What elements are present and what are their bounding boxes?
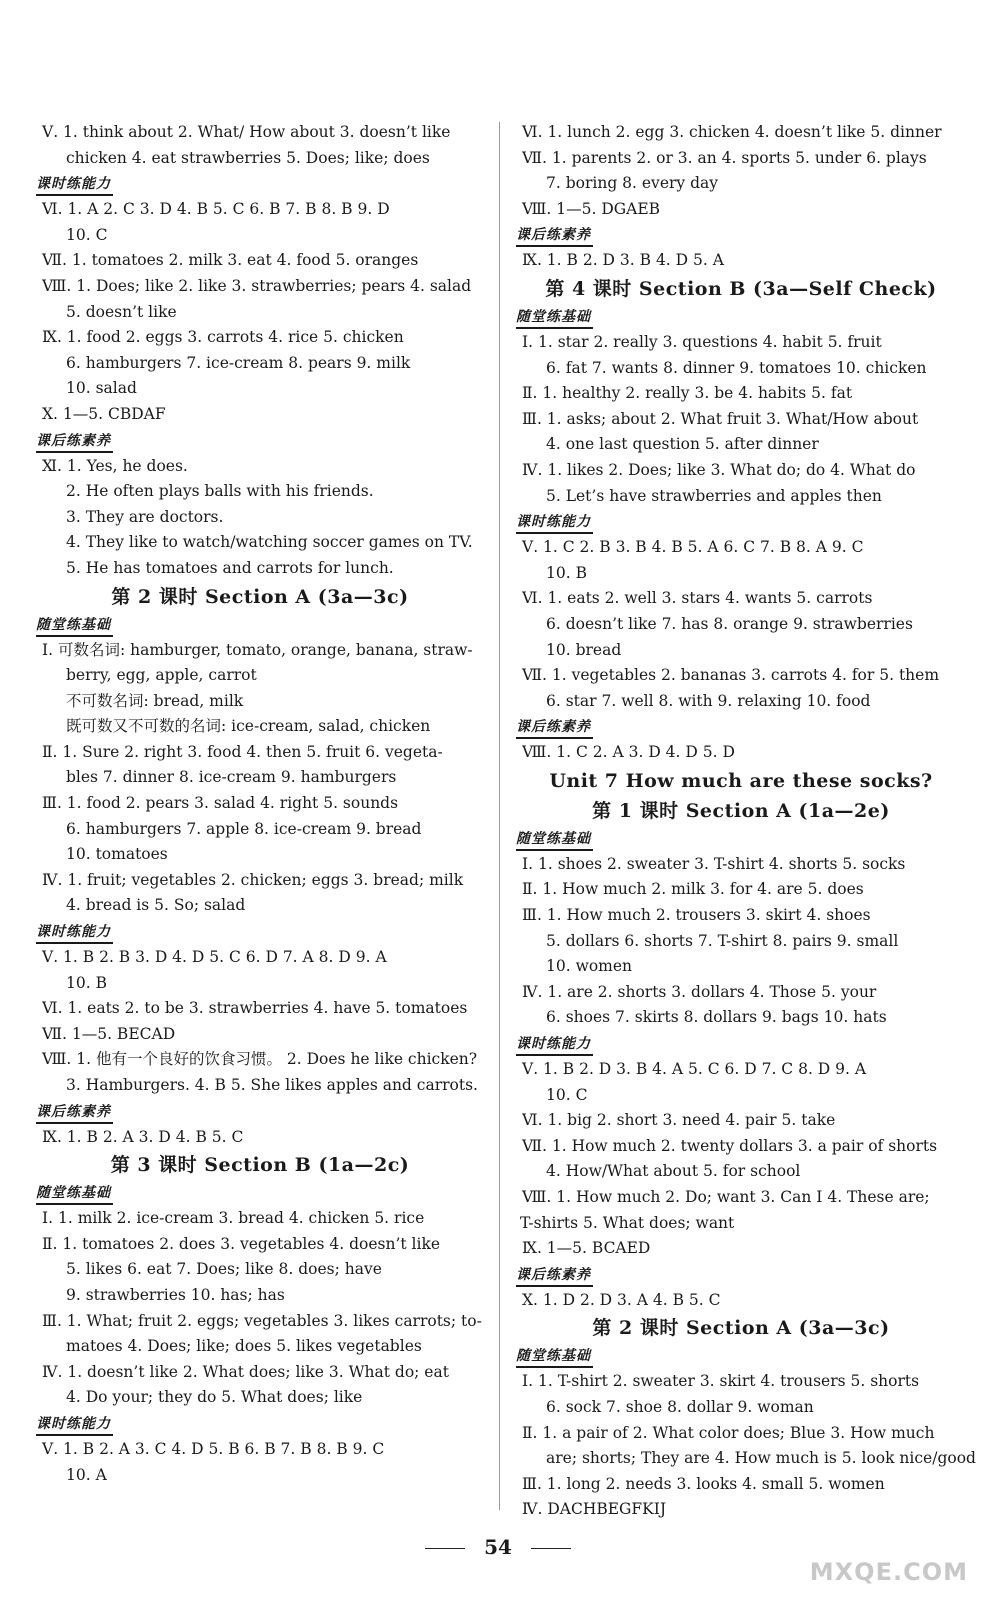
answer-line: Ⅸ. 1. food 2. eggs 3. carrots 4. rice 5. chicken [42, 328, 404, 347]
answer-line: Ⅱ. 1. How much 2. milk 3. for 4. are 5. does [522, 880, 864, 899]
answer-line: Ⅳ. 1. likes 2. Does; like 3. What do; do 4. What do [522, 460, 916, 479]
section-tag-row [516, 509, 966, 535]
section-tag: 课时练能力 [36, 174, 113, 196]
answer-line: Ⅱ. 1. a pair of 2. What color does; Blue 3. How much [522, 1423, 935, 1442]
page-number: 54 [484, 1535, 512, 1559]
answer-line: Ⅱ. 1. healthy 2. really 3. be 4. habits 5. fat [522, 384, 853, 403]
answer-line: Ⅲ. 1. food 2. pears 3. salad 4. right 5. sounds [42, 794, 399, 813]
answer-line: 10. bread [546, 640, 622, 659]
answer-line: Ⅷ. 1. Does; like 2. like 3. strawberries; pears 4. salad [42, 276, 472, 295]
left-column [36, 120, 484, 1488]
answer-line: Ⅲ. 1. long 2. needs 3. looks 4. small 5. women [522, 1474, 885, 1493]
answer-line: Ⅰ. 1. milk 2. ice-cream 3. bread 4. chicken 5. rice [42, 1209, 425, 1228]
answer-line: Ⅰ. 可数名词: hamburger, tomato, orange, banana, straw- [42, 640, 473, 659]
answer-line: 既可数又不可数的名词: ice-cream, salad, chicken [66, 717, 431, 736]
answer-line: 6. hamburgers 7. ice-cream 8. pears 9. milk [66, 353, 411, 372]
section-tag: 课后练素养 [516, 1265, 593, 1287]
answer-line: Ⅳ. 1. doesn’t like 2. What does; like 3. What do; eat [42, 1362, 449, 1381]
answer-line: matoes 4. Does; like; does 5. likes vegetables [66, 1337, 422, 1356]
section-tag-row [36, 1411, 484, 1437]
section-tag: 课后练素养 [36, 1102, 113, 1124]
answer-line: 5. dollars 6. shorts 7. T-shirt 8. pairs 9. small [546, 931, 899, 950]
answer-line: Ⅵ. 1. eats 2. to be 3. strawberries 4. have 5. tomatoes [42, 999, 468, 1018]
section-tag: 课后练素养 [516, 717, 593, 739]
section-tag-row [516, 304, 966, 330]
answer-line: 4. Do your; they do 5. What does; like [66, 1388, 363, 1407]
section-tag: 课后练素养 [516, 225, 593, 247]
answer-line: Ⅸ. 1. B 2. D 3. B 4. D 5. A [522, 251, 724, 270]
lesson-heading: 第 1 课时 Section A (1a—2e) [592, 799, 890, 822]
section-tag-row [36, 1180, 484, 1206]
answer-line: Ⅺ. 1. Yes, he does. [42, 456, 188, 475]
answer-line: chicken 4. eat strawberries 5. Does; like; does [66, 148, 430, 167]
answer-line: Ⅶ. 1. vegetables 2. bananas 3. carrots 4. for 5. them [522, 666, 940, 685]
answer-line: Ⅱ. 1. tomatoes 2. does 3. vegetables 4. doesn’t like [42, 1234, 441, 1253]
answer-line: 4. one last question 5. after dinner [546, 435, 819, 454]
section-tag: 随堂练基础 [516, 307, 593, 329]
column-divider [499, 122, 500, 1510]
answer-line: T-shirts 5. What does; want [520, 1213, 735, 1232]
answer-line: 6. hamburgers 7. apple 8. ice-cream 9. bread [66, 819, 422, 838]
answer-line: Ⅹ. 1—5. CBDAF [42, 404, 166, 423]
answer-line: 10. women [546, 957, 633, 976]
answer-line: 10. B [66, 973, 107, 992]
answer-line: 10. A [66, 1465, 107, 1484]
answer-line: 6. sock 7. shoe 8. dollar 9. woman [546, 1397, 814, 1416]
answer-line: 6. star 7. well 8. with 9. relaxing 10. food [546, 691, 871, 710]
answer-line: Ⅴ. 1. C 2. B 3. B 4. B 5. A 6. C 7. B 8. A 9. C [522, 538, 864, 557]
answer-line: Ⅶ. 1. tomatoes 2. milk 3. eat 4. food 5. oranges [42, 251, 419, 270]
answer-line: 10. tomatoes [66, 845, 168, 864]
answer-line: are; shorts; They are 4. How much is 5. look nice/good [546, 1449, 976, 1468]
answer-line: Ⅷ. 1. 他有一个良好的饮食习惯。 2. Does he like chicken? [42, 1050, 478, 1069]
answer-line: Ⅴ. 1. think about 2. What/ How about 3. doesn’t like [42, 123, 451, 141]
answer-line: 4. They like to watch/watching soccer games on TV. [66, 533, 473, 552]
answer-line: Ⅲ. 1. How much 2. trousers 3. skirt 4. shoes [522, 906, 871, 925]
section-tag: 课时练能力 [516, 1034, 593, 1056]
answer-line: Ⅵ. 1. lunch 2. egg 3. chicken 4. doesn’t like 5. dinner [522, 123, 942, 141]
section-tag: 课后练素养 [36, 431, 113, 453]
answer-line: Ⅵ. 1. eats 2. well 3. stars 4. wants 5. carrots [522, 589, 873, 608]
footer-dash-left [425, 1548, 465, 1549]
lesson-heading: 第 2 课时 Section A (3a—3c) [111, 585, 409, 608]
section-tag-row [36, 612, 484, 638]
section-tag-row [516, 826, 966, 852]
answer-line: Ⅷ. 1. How much 2. Do; want 3. Can I 4. These are; [522, 1188, 930, 1206]
section-tag-row [36, 1099, 484, 1125]
answer-line: Ⅰ. 1. shoes 2. sweater 3. T-shirt 4. shorts 5. socks [522, 854, 906, 873]
lesson-heading: 第 3 课时 Section B (1a—2c) [110, 1154, 410, 1177]
watermark-text: MXQE.COM [809, 1558, 968, 1586]
answer-line: Ⅹ. 1. D 2. D 3. A 4. B 5. C [522, 1290, 721, 1309]
answer-line: Ⅳ. DACHBEGFKIJ [522, 1500, 667, 1519]
answer-line: 6. fat 7. wants 8. dinner 9. tomatoes 10. chicken [546, 358, 927, 377]
section-tag-row [36, 428, 484, 454]
answer-line: 10. C [546, 1085, 588, 1104]
answer-line: 6. doesn’t like 7. has 8. orange 9. strawberries [546, 614, 913, 633]
answer-line: bles 7. dinner 8. ice-cream 9. hamburgers [66, 768, 397, 787]
answer-line: 不可数名词: bread, milk [66, 691, 244, 710]
answer-line: Ⅵ. 1. big 2. short 3. need 4. pair 5. take [522, 1111, 836, 1130]
answer-line: 4. How/What about 5. for school [546, 1162, 801, 1181]
answer-line: Ⅶ. 1. parents 2. or 3. an 4. sports 5. under 6. plays [522, 148, 927, 167]
answer-line: Ⅰ. 1. star 2. really 3. questions 4. habit 5. fruit [522, 332, 882, 351]
section-tag-row [516, 1262, 966, 1288]
answer-line: 5. He has tomatoes and carrots for lunch. [66, 558, 394, 577]
answer-line: berry, egg, apple, carrot [66, 666, 257, 685]
section-tag-row [516, 714, 966, 740]
section-tag-row [516, 1031, 966, 1057]
section-tag-row [516, 222, 966, 248]
section-tag-row [36, 919, 484, 945]
section-tag: 课时练能力 [36, 922, 113, 944]
section-tag: 课时练能力 [36, 1414, 113, 1436]
page-number-footer [0, 1535, 996, 1559]
section-tag: 随堂练基础 [516, 829, 593, 851]
answer-line: Ⅸ. 1. B 2. A 3. D 4. B 5. C [42, 1127, 244, 1146]
answer-line: Ⅳ. 1. are 2. shorts 3. dollars 4. Those 5. your [522, 982, 877, 1001]
right-column [516, 120, 976, 1523]
answer-line: 9. strawberries 10. has; has [66, 1285, 285, 1304]
answer-line: Ⅴ. 1. B 2. B 3. D 4. D 5. C 6. D 7. A 8. D 9. A [42, 948, 387, 967]
answer-line: 5. Let’s have strawberries and apples then [546, 486, 882, 505]
answer-line: Ⅲ. 1. asks; about 2. What fruit 3. What/How about [522, 409, 919, 428]
answer-line: Ⅳ. 1. fruit; vegetables 2. chicken; eggs 3. bread; milk [42, 870, 464, 889]
lesson-heading: Unit 7 How much are these socks? [549, 769, 933, 792]
answer-line: Ⅱ. 1. Sure 2. right 3. food 4. then 5. fruit 6. vegeta- [42, 742, 443, 761]
section-tag-row [516, 1343, 966, 1369]
section-tag: 课时练能力 [516, 512, 593, 534]
answer-line: Ⅷ. 1—5. DGAEB [522, 199, 661, 218]
answer-line: Ⅷ. 1. C 2. A 3. D 4. D 5. D [522, 743, 735, 762]
answer-line: 10. B [546, 563, 587, 582]
answer-line: 3. Hamburgers. 4. B 5. She likes apples and carrots. [66, 1076, 478, 1094]
answer-line: Ⅶ. 1. How much 2. twenty dollars 3. a pair of shorts [522, 1136, 938, 1155]
answer-line: 5. doesn’t like [66, 302, 177, 321]
lesson-heading: 第 2 课时 Section A (3a—3c) [592, 1317, 890, 1340]
answer-line: 10. C [66, 225, 108, 244]
lesson-heading: 第 4 课时 Section B (3a—Self Check) [545, 277, 937, 300]
section-tag: 随堂练基础 [516, 1346, 593, 1368]
answer-line: 3. They are doctors. [66, 507, 224, 526]
answer-line: 7. boring 8. every day [546, 174, 718, 193]
answer-line: 2. He often plays balls with his friends. [66, 482, 374, 501]
answer-line: Ⅴ. 1. B 2. A 3. C 4. D 5. B 6. B 7. B 8. B 9. C [42, 1439, 385, 1458]
answer-line: Ⅵ. 1. A 2. C 3. D 4. B 5. C 6. B 7. B 8. B 9. D [42, 200, 390, 219]
answer-line: Ⅸ. 1—5. BCAED [522, 1239, 651, 1258]
answer-line: 5. likes 6. eat 7. Does; like 8. does; have [66, 1260, 382, 1279]
section-tag-row [36, 171, 484, 197]
section-tag: 随堂练基础 [36, 615, 113, 637]
answer-line: Ⅶ. 1—5. BECAD [42, 1024, 176, 1043]
answer-line: Ⅰ. 1. T-shirt 2. sweater 3. skirt 4. trousers 5. shorts [522, 1372, 920, 1391]
answer-line: 10. salad [66, 379, 137, 398]
section-tag: 随堂练基础 [36, 1183, 113, 1205]
answer-line: 6. shoes 7. skirts 8. dollars 9. bags 10. hats [546, 1008, 887, 1027]
answer-line: Ⅴ. 1. B 2. D 3. B 4. A 5. C 6. D 7. C 8. D 9. A [522, 1060, 867, 1079]
answer-line: 4. bread is 5. So; salad [66, 896, 246, 915]
footer-dash-right [531, 1548, 571, 1549]
answer-line: Ⅲ. 1. What; fruit 2. eggs; vegetables 3. likes carrots; to- [42, 1311, 482, 1330]
